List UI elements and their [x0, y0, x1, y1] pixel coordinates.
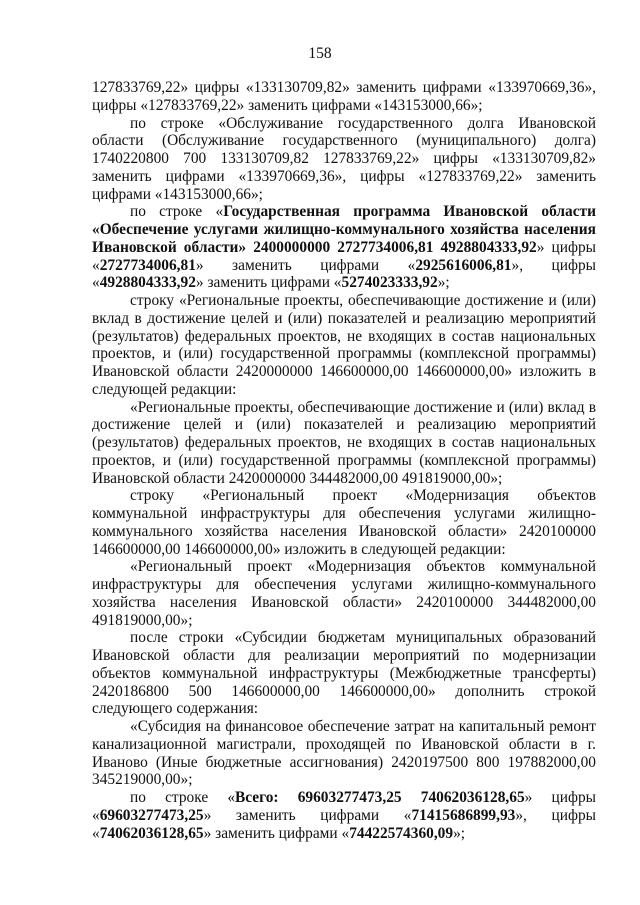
paragraph [92, 718, 596, 789]
text-segment: 127833769,22» цифры «133130709,82» заменить цифрами «133970669,36», цифры «127833769,22» заменить цифрами «143153000,66»; [92, 79, 596, 114]
paragraph [92, 487, 596, 558]
bold-text-segment: 71415686899,93 [411, 806, 516, 824]
bold-text-segment: 2727734006,81 [99, 256, 196, 274]
paragraph [92, 399, 596, 488]
bold-text-segment: 74062036128,65 [99, 824, 204, 842]
paragraph [92, 558, 596, 629]
paragraph [92, 79, 596, 115]
text-segment: по строке « [130, 789, 236, 806]
paragraph [92, 789, 596, 842]
bold-text-segment: 2925616006,81 [415, 256, 512, 274]
text-segment: «Региональные проекты, обеспечивающие достижение и (или) вклад в достижение целей и (или) показателей и реализацию мероприятий (результатов) федеральных проектов, не входящих в состав национальных проектов, и (или) государственной программы (комплексной программы) Ивановской области 2420000000 344482000,00 491819000,00»; [92, 398, 596, 487]
bold-text-segment: 5274023333,92 [341, 274, 438, 292]
bold-text-segment: 4928804333,92 [99, 274, 196, 292]
text-segment: » цифры « [92, 238, 597, 274]
bold-text-segment: 74422574360,09 [349, 824, 454, 842]
text-segment: после строки «Субсидии бюджетам муниципальных образований Ивановской области для реализации мероприятий по модернизации объектов коммунальной инфраструктуры (Межбюджетные трансферты) 2420186800 500 146600000,00 146600000,00» дополнить строкой следующего содержания: [92, 629, 596, 718]
text-segment: » заменить цифрами « [195, 274, 342, 292]
text-segment: «Региональный проект «Модернизация объектов коммунальной инфраструктуры для обеспечения услугами жилищно-коммунального хозяйства населения Ивановской области» 2420100000 344482000,00 491819000,00»; [92, 558, 596, 629]
paragraph [92, 203, 596, 292]
text-segment: » заменить цифрами « [195, 256, 416, 274]
paragraph [92, 115, 596, 204]
paragraph [92, 292, 596, 399]
text-segment: » заменить цифрами « [203, 824, 350, 842]
document-body [92, 79, 596, 842]
bold-text-segment: Государственная программа Ивановской области «Обеспечение услугами жилищно-коммунального хозяйства населения Ивановской области» 2400000000 2727734006,81 4928804333,92 [92, 203, 596, 256]
paragraph [92, 629, 596, 718]
text-segment: », цифры « [92, 256, 596, 292]
text-segment: «Субсидия на финансовое обеспечение затрат на капитальный ремонт канализационной магистрали, проходящей по Ивановской области в г. Иваново (Иные бюджетные ассигнования) 2420197500 800 197882000,00 345219000,00»; [92, 718, 596, 789]
page-number: 158 [308, 45, 332, 62]
text-segment: строку «Региональный проект «Модернизация объектов коммунальной инфраструктуры для обеспечения услугами жилищно-коммунального хозяйства населения Ивановской области» 2420100000 146600000,00 146600000,00» изложить в следующей редакции: [92, 487, 596, 558]
text-segment: » цифры « [92, 789, 596, 824]
bold-text-segment: Всего: 69603277473,25 74062036128,65 [235, 789, 525, 806]
bold-text-segment: 69603277473,25 [99, 806, 204, 824]
text-segment: »; [437, 274, 450, 292]
text-segment: », цифры « [92, 806, 596, 842]
text-segment: по строке «Обслуживание государственного долга Ивановской области (Обслуживание государственного (муниципального) долга) 1740220800 700 133130709,82 127833769,22» цифры «133130709,82» заменить цифрами «133970669,36», цифры «127833769,22» заменить цифрами «143153000,66»; [92, 114, 596, 203]
text-segment: по строке « [130, 203, 224, 221]
text-segment: »; [453, 824, 466, 842]
text-segment: строку «Региональные проекты, обеспечивающие достижение и (или) вклад в достижение целей и (или) показателей и реализацию мероприятий (результатов) федеральных проектов, не входящих в состав национальных проектов, и (или) государственной программы (комплексной программы) Ивановской области 2420000000 146600000,00 146600000,00» изложить в следующей редакции: [92, 292, 596, 398]
text-segment: » заменить цифрами « [203, 806, 412, 824]
